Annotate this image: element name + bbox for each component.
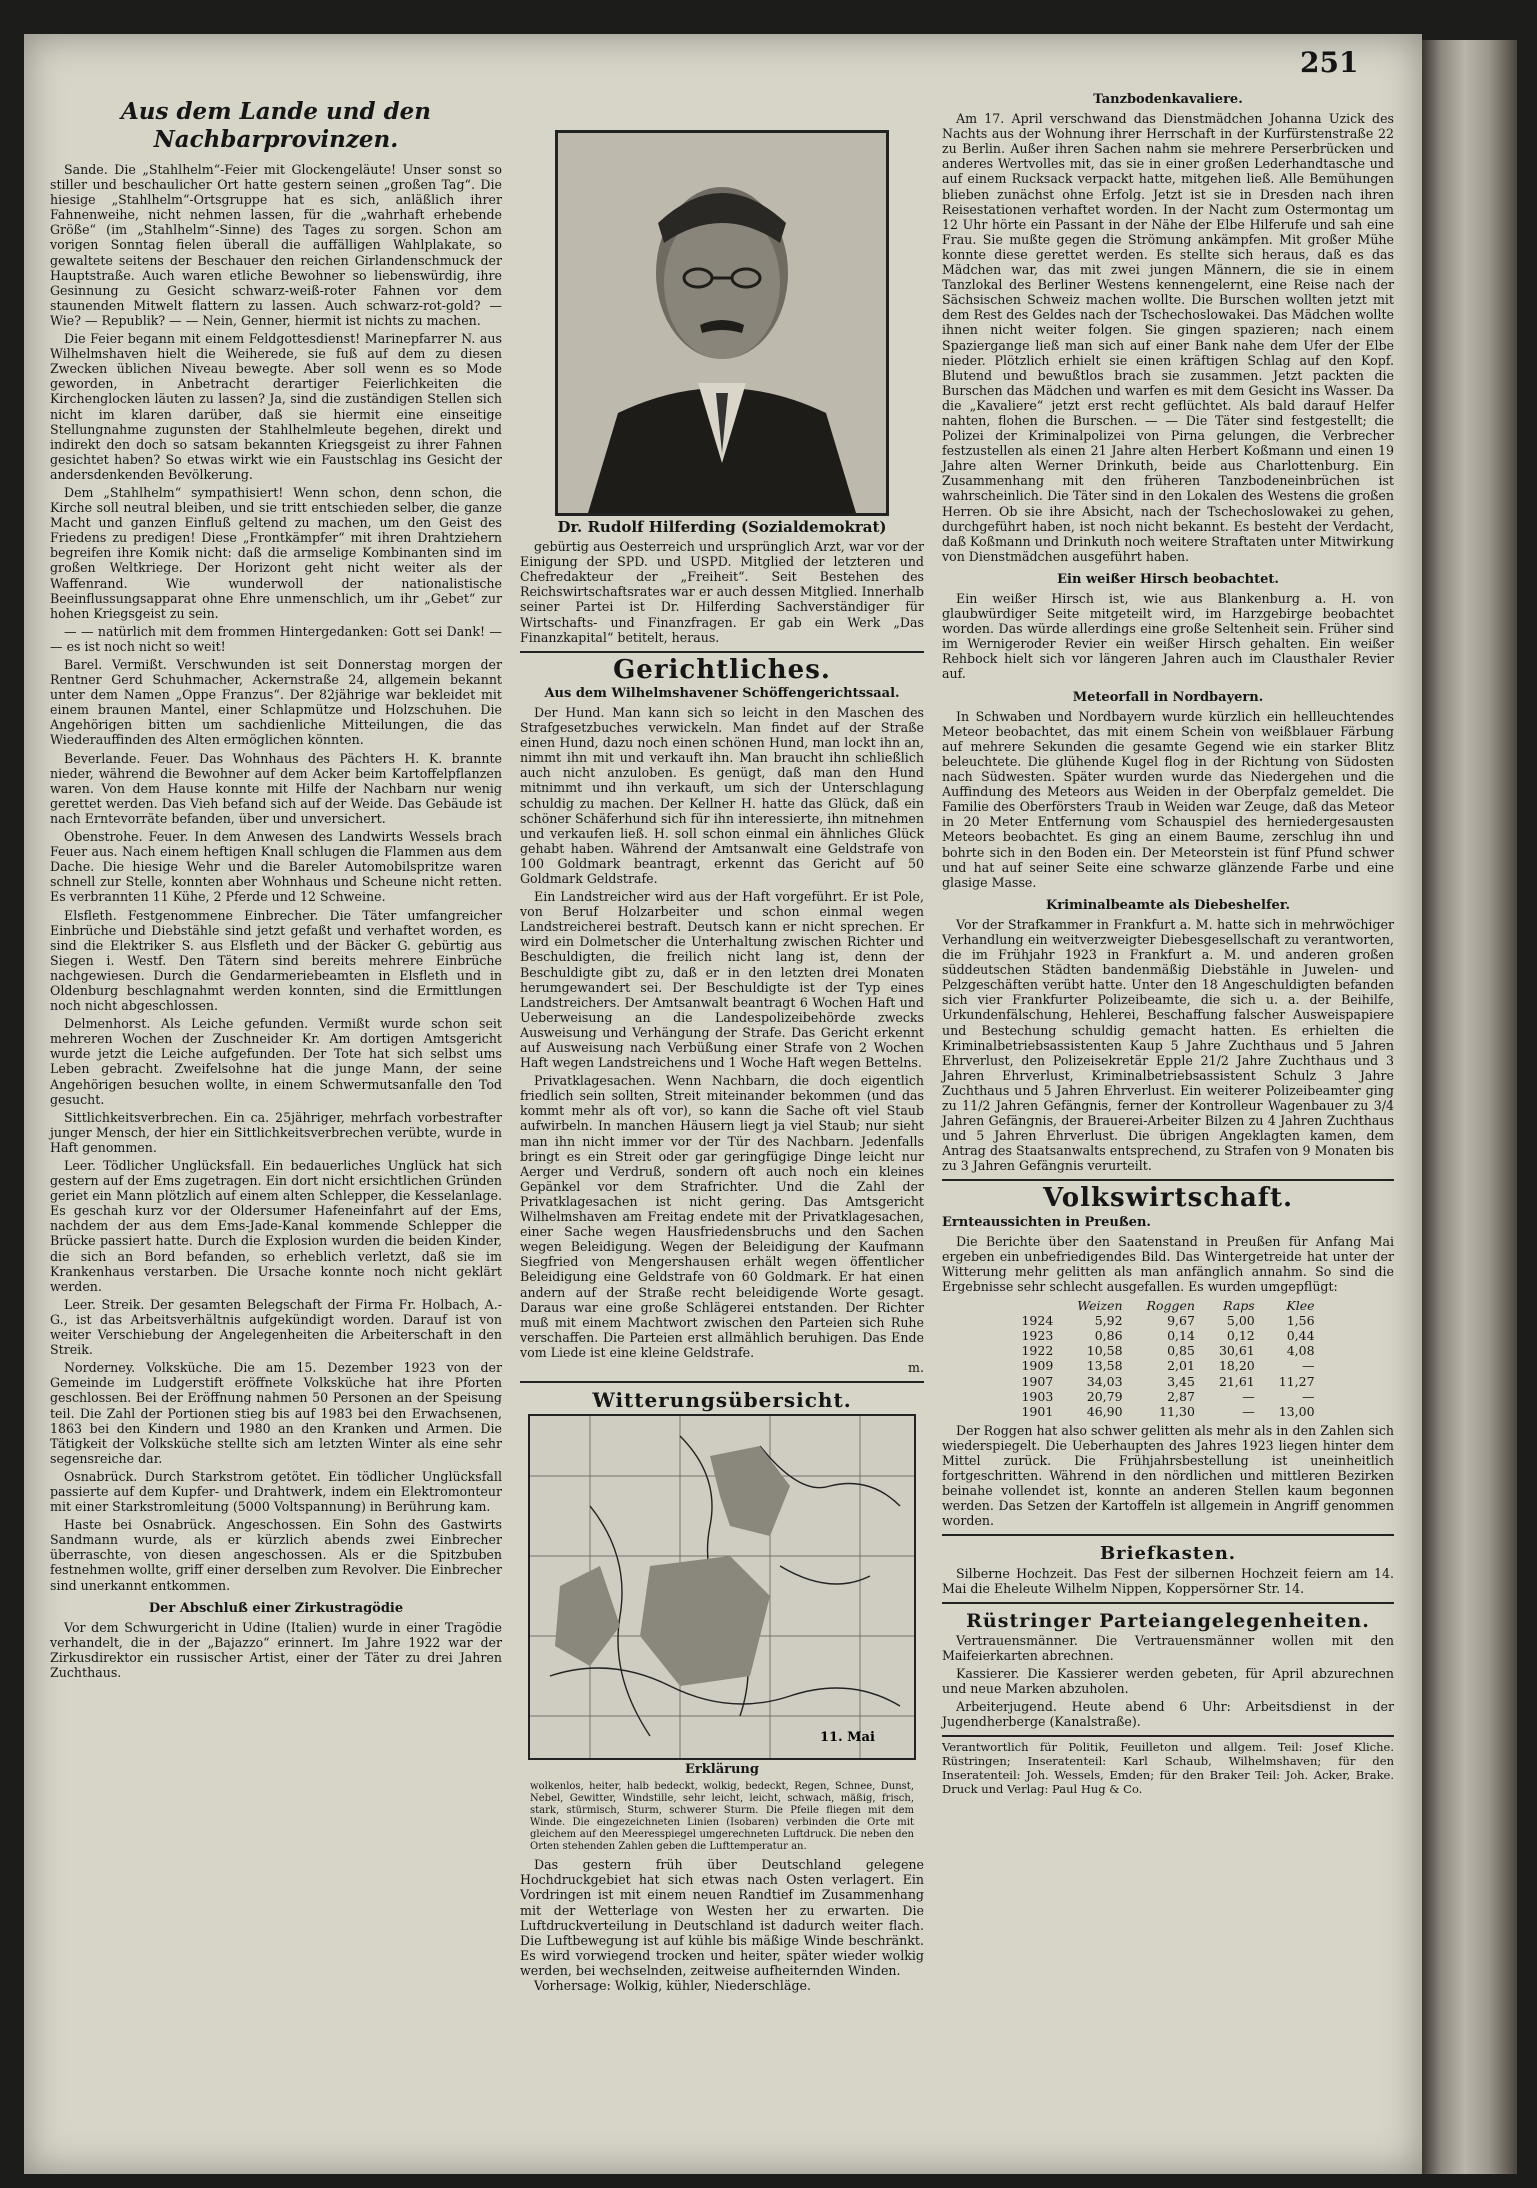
crops-cell: 11,30	[1159, 1403, 1195, 1419]
crops-cell: 10,58	[1086, 1343, 1123, 1359]
crops-header-cell: Klee	[1286, 1298, 1315, 1314]
crops-cell: 30,61	[1218, 1343, 1255, 1359]
news-item: Delmenhorst. Als Leiche gefunden. Vermißt wurde schon seit mehreren Wochen der Zuschneider Kr. Am dortigen Amtsgericht wurde jetzt die Leiche aufgefunden. Der Tote hat sich selbst ums Leben gebracht. Zweifelsohne hat die junge Mann, der seine Angehörigen besuchen wollte, in einem Schwermutsanfalle den Tod gesucht.	[50, 1016, 502, 1107]
portrait-photo	[555, 130, 889, 516]
column-portrait-court-weather	[520, 92, 924, 1993]
court-subheading: Aus dem Wilhelmshavener Schöffengerichtssaal.	[544, 685, 900, 701]
crops-cell: 1922	[1021, 1343, 1054, 1359]
news-item: — — natürlich mit dem frommen Hintergedanken: Gott sei Dank! — — es ist noch nicht so weit!	[50, 623, 502, 654]
weather-map-icon	[530, 1416, 914, 1758]
crops-cell: 34,03	[1086, 1373, 1123, 1389]
weather-map	[528, 1414, 916, 1760]
divider	[942, 1179, 1394, 1181]
letters-heading: Briefkasten.	[1099, 1543, 1237, 1565]
crime-heading: Kriminalbeamte als Diebeshelfer.	[1045, 897, 1290, 913]
crops-table	[1009, 1298, 1326, 1419]
crops-cell: 0,86	[1094, 1328, 1123, 1344]
news-item: Dem „Stahlhelm“ sympathisiert! Wenn schon, denn schon, die Kirche soll neutral bleiben, und sie tritt entschieden selber, die ganze Macht und ganzen Einfluß geltend zu machen, um den Geist des Friedens zu predigen! Diese „Frontkämpfer“ mit ihren Drahtziehern begreifen ihre Komik nicht: daß die armselige Kombinanten sind im großen Weltkriege. Der Horizont geht nicht weiter als der Waffenrand. Wie wunderwoll der nationalistische Beeinflussungsapparat ohne Ehre unmenschlich, um ihr „Gebet“ zur hohen Kriegsgeist zu sein.	[50, 484, 502, 621]
crops-cell: 3,45	[1167, 1373, 1195, 1389]
economy-text-2: Der Roggen hat also schwer gelitten als mehr als in den Zahlen sich wiederspiegelt. Die Ueberhaupten des Jahres 1923 liegen hinter dem Mittel zurück. Die Frühjahrsbestellung ist uneinheitlich fortgeschritten. Während in den nördlichen und mittleren Bezirken beinahe vollendet ist, konnte an anderen Stellen kaum begonnen werden. Das Setzen der Kartoffeln ist allgemein in Angriff genommen worden.	[942, 1422, 1394, 1529]
news-item: Leer. Streik. Der gesamten Belegschaft der Firma Fr. Holbach, A.-G., ist das Arbeitsverhältnis aufgekündigt worden. Darauf ist von weiter Verschiebung der Angelegenheiten die Arbeiterschaft in den Streik.	[50, 1296, 502, 1358]
news-item: Beverlande. Feuer. Das Wohnhaus des Pächters H. K. brannte nieder, während die Bewohner auf dem Acker beim Kartoffelpflanzen waren. Von dem Hause konnte mit Hilfe der Nachbarn nur wenig gerettet werden. Das Vieh befand sich auf der Weide. Das Gebäude ist nach Erntevorräte befanden, über und unversichert.	[50, 750, 502, 826]
crops-header-cell: Roggen	[1146, 1298, 1195, 1314]
divider	[942, 1602, 1394, 1604]
crops-header-cell	[1009, 1298, 1065, 1313]
weather-heading: Witterungsübersicht.	[592, 1388, 852, 1413]
imprint: Verantwortlich für Politik, Feuilleton und allgem. Teil: Josef Kliche. Rüstringen; Inseratenteil: Karl Schaub, Wilhelmshaven; für den Inseratenteil: Joh. Wessels, Emden; für den Braker Teil: Joh. Acker, Brake. Druck und Verlag: Paul Hug & Co.	[942, 1735, 1394, 1796]
economy-text: Die Berichte über den Saatenstand in Preußen für Anfang Mai ergeben ein unbefriedigendes Bild. Das Wintergetreide hat unter der Witterung mehr gelitten als man anfänglich annahm. So sind die Ergebnisse sehr schlecht ausgefallen. Es wurden umgepflügt:	[942, 1233, 1394, 1294]
crops-cell: 0,14	[1167, 1328, 1195, 1344]
crops-row	[1009, 1404, 1326, 1419]
court-item: Privatklagesachen. Wenn Nachbarn, die doch eigentlich friedlich sein sollten, Streit miteinander bekommen (und das kommt mehr als oft vor), so kann die Sache oft viel Staub aufwirbeln. In manchen Häusern liegt ja viel Staub; nur sieht man ihn nicht immer vor der Tür des Nachbarn. Jedenfalls bringt es ein Streit oder gar geringfügige Dinge leicht nur Aerger und Verdruß, sondern oft auch noch ein kleines Gepänkel vor dem Strafrichter. Und die Zahl der Privatklagesachen ist nicht gering. Das Amtsgericht Wilhelmshaven am Freitag endete mit der Privatklagesachen, einer Sache wegen Hausfriedensbruchs und den Sachen wegen Beleidigung. Wegen der Beleidigung der Kaufmann Siegfried von Mengershausen erhält wegen öffentlicher Beleidigung eine Geldstrafe von 60 Goldmark. Er hat einen andern auf der Straße recht beleidigende Worte gesagt. Daraus war eine große Schlägerei entstanden. Der Richter muß mit einem Machtwort zwischen den Parteien sich Ruhe verschaffen. Die Parteien erst allmählich beruhigen. Das Ende vom Liede ist eine kleine Geldstrafe.	[520, 1073, 924, 1360]
court-item: Der Hund. Man kann sich so leicht in den Maschen des Strafgesetzbuches verwickeln. Man findet auf der Straße einen Hund, dazu noch einen schönen Hund, man lockt ihn an, nimmt ihn mit und verkauft ihn. Man braucht ihn schließlich auch nicht anzuloben. Es genügt, daß man den Hund mitnimmt und ihn verkauft, um sich der Unterschlagung schuldig zu machen. Der Kellner H. hatte das Glück, daß ein schöner Schäferhund sich für ihn interessierte, ihn mitnehmen und verkaufen ließ. H. soll schon einmal ein ähnliches Glück gehabt haben. Während der Amtsanwalt eine Geldstrafe von 100 Goldmark beantragt, erkennt das Gericht auf 50 Goldmark Geldstrafe.	[520, 704, 924, 886]
news-item: Haste bei Osnabrück. Angeschossen. Ein Sohn des Gastwirts Sandmann wurde, als er kürzlich abends zwei Einbrecher überraschte, von diesen angeschossen. Als er die Spitzbuben festnehmen wollte, griff einer derselben zum Revolver. Die Einbrecher sind unerkannt entkommen.	[50, 1517, 502, 1593]
crops-cell: —	[1302, 1358, 1315, 1374]
economy-heading: Volkswirtschaft.	[1042, 1183, 1294, 1214]
portrait-bio-text: gebürtig aus Oesterreich und ursprünglich Arzt, war vor der Einigung der SPD. und USPD. Mitglied der letzteren und Chefredakteur der „Freiheit“. Seit Bestehen des Reichswirtschaftsrates war er auch dessen Mitglied. Innerhalb seiner Partei ist Dr. Hilferding Sachverständiger für Wirtschafts- und Finanzfragen. Er gab ein Werk „Das Finanzkapital“ betitelt, heraus.	[520, 539, 924, 645]
crops-cell: 9,67	[1167, 1313, 1195, 1329]
meteor-heading: Meteorfall in Nordbayern.	[1072, 689, 1264, 705]
news-item: Sande. Die „Stahlhelm“-Feier mit Glockengeläute! Unser sonst so stiller und beschaulicher Ort hatte gestern seinen „großen Tag“. Die hiesige „Stahlhelm“-Ortsgruppe hat es sich, anläßlich ihrer Fahnenweihe, nicht nehmen lassen, für die „wahrhaft erhebende Größe“ (im „Stahlhelm“-Sinne) des Tages zu sorgen. Schon am vorigen Sonntag fielen überall die auffälligen Wahlplakate, so gewaltete seitens der Beschauer den reichen Girlandenschmuck der Hauptstraße. Auch waren etliche Bewohner so liebenswürdig, ihre Gesinnung zu Gesicht schwarz-weiß-roter Fahnen vor dem staunenden Mitwelt flattern zu lassen. Auch schwarz-rot-gold? — Wie? — Republik? — — Nein, Genner, hiermit ist nichts zu machen.	[50, 162, 502, 328]
crops-cell: 13,00	[1278, 1403, 1315, 1419]
crops-row	[1009, 1328, 1326, 1343]
crops-cell: 1923	[1021, 1328, 1054, 1344]
dance-heading: Tanzbodenkavaliere.	[1093, 92, 1243, 107]
crops-cell: 4,08	[1286, 1343, 1315, 1359]
map-legend: wolkenlos, heiter, halb bedeckt, wolkig, bedeckt, Regen, Schnee, Dunst, Nebel, Gewitter, Windstille, sehr leicht, leicht, schwach, mäßig, frisch, stark, stürmisch, Sturm, schwerer Sturm. Die Pfeile fliegen mit dem Winde. Die eingezeichneten Linien (Isobaren) verbinden die Orte mit gleichem auf den Meeresspiegel umgerechneten Luftdruck. Die neben den Orten stehenden Zahlen geben die Lufttemperatur an.	[530, 1781, 914, 1853]
crops-cell: —	[1242, 1388, 1255, 1404]
crops-row	[1009, 1374, 1326, 1389]
news-item: Elsfleth. Festgenommene Einbrecher. Die Täter umfangreicher Einbrüche und Diebstähle sind jetzt gefaßt und verhaftet worden, es sind die Elektriker S. aus Elsfleth und der Bäcker G. gebürtig aus Siegen i. Westf. Den Tätern sind bereits mehrere Einbrüche nachgewiesen. Durch die Gendarmeriebeamten in Elsfleth und in Oldenburg beschlagnahmt werden konnten, sind die Ermittlungen noch nicht abgeschlossen.	[50, 907, 502, 1014]
crops-cell: 1907	[1021, 1373, 1054, 1389]
party-item: Vertrauensmänner. Die Vertrauensmänner wollen mit den Maifeierkarten abrechnen.	[942, 1632, 1394, 1663]
meteor-text: In Schwaben und Nordbayern wurde kürzlich ein hellleuchtendes Meteor beobachtet, das mit einem Schein von weißblauer Färbung auf mehrere Sekunden die gesamte Gegend wie ein starker Blitz beleuchtete. Die glühende Kugel flog in der Richtung von Südosten nach Südwesten. Später wurden wurde das Niedergehen und die Auffindung des Meteors aus Weiden in der Oberpfalz gemeldet. Die Familie des Oberförsters Traub in Weiden war Zeuge, daß das Meteor in 20 Meter Entfernung vom Schauspiel des herniedergesausten Meteors beobachtet. Es ging an einem Baume, zerschlug ihn und bohrte sich in den Boden ein. Der Meteorstein ist fünf Pfund schwer und hat auf seiner Seite eine schwarze glänzende Farbe und eine glasige Masse.	[942, 708, 1394, 890]
crops-row	[1009, 1358, 1326, 1373]
portrait-figure-icon	[558, 133, 886, 513]
stag-text: Ein weißer Hirsch ist, wie aus Blankenburg a. H. von glaubwürdiger Seite mitgeteilt wird, im Harzgebirge beobachtet worden. Das würde allerdings eine große Seltenheit sein. Früher sind im Wernigeroder Revier ein weißer Hirsch gehalten. Ein weißer Rehbock hielt sich vor längeren Jahren auch im Clausthaler Revier auf.	[942, 591, 1394, 682]
crops-header-cell: Weizen	[1077, 1298, 1123, 1314]
crops-cell: 2,87	[1167, 1388, 1195, 1404]
party-items	[942, 1633, 1394, 1730]
news-item: Obenstrohe. Feuer. In dem Anwesen des Landwirts Wessels brach Feuer aus. Nach einem heftigen Knall schlugen die Flammen aus dem Dache. Die hiesige Wehr und die Bareler Automobilspritze waren schnell zur Stelle, konnten aber Wohnhaus und Scheune nicht retten. Es verbrannten 11 Kühe, 2 Pferde und 12 Schweine.	[50, 829, 502, 905]
portrait-caption: Dr. Rudolf Hilferding (Sozialdemokrat)	[557, 518, 887, 536]
crops-cell: 21,61	[1218, 1373, 1255, 1389]
news-item: Leer. Tödlicher Unglücksfall. Ein bedauerliches Unglück hat sich gestern auf der Ems zugetragen. Ein dort nicht ersichtlichen Gründen geriet ein Mann plötzlich auf einem alten Schlepper, die Kesselanlage. Es geschah kurz vor der Oldersumer Hafeneinfahrt auf der Ems, nachdem der aus dem Ems-Jade-Kanal kommende Schlepper die Brücke passiert hatte. Durch die Explosion wurden die beiden Kinder, die sich an Bord befanden, so erheblich verletzt, daß sie im Krankenhaus verstarben. Die Ursache konnte noch nicht geklärt werden.	[50, 1158, 502, 1294]
crops-row	[1009, 1389, 1326, 1404]
map-date-label: 11. Mai	[820, 1730, 875, 1746]
crops-cell: 0,44	[1286, 1328, 1315, 1344]
court-signature: m.	[908, 1359, 924, 1375]
dance-item: Am 17. April verschwand das Dienstmädchen Johanna Uzick des Nachts aus der Wohnung ihrer Herrschaft in der Kurfürstenstraße 22 zu Berlin. Außer ihren Sachen nahm sie mehrere Perserbrücken und anderes Wertvolles mit, das sie in einer großen Lederhandtasche und auf einem Rucksack verpackt hatte, mitgehen ließ. Alle Bemühungen blieben zunächst ohne Erfolg. Jetzt ist sie in Dresden nach ihren Reisestationen verhaftet worden. In der Nacht zum Ostermontag um 12 Uhr hörte ein Passant in der Nähe der Elbe Hilferufe und sah eine Frau. Sie mußte gegen die Strömung ankämpfen. Mit großer Mühe konnte diese gerettet werden. Es stellte sich heraus, daß es das Mädchen war, das mit zwei jungen Männern, die sie in einem Tanzlokal des Berliner Westens kennengelernt, eine Reise nach der Sächsischen Schweiz machen wollte. Die Burschen wollten jetzt mit dem Rest des Geldes nach der Tschechoslowakei. Das Mädchen wollte ihnen nicht weiter folgen. Sie gingen spazieren; nach einem Spaziergange ließ man sich auf einer Bank nahe dem Ufer der Elbe nieder. Plötzlich erhielt sie einen kräftigen Schlag auf den Kopf. Blutend und bewußtlos brach sie zusammen. Jetzt packten die Burschen das Mädchen und warfen es mit dem Gesicht ins Wasser. Da die „Kavaliere“ jetzt erst recht geflüchtet. Als bald darauf Helfer nahten, flohen die Burschen. — — Die Täter sind festgestellt; die Polizei der Kriminalpolizei von Pirna gelungen, die Verbrecher festzustellen als einen 21 Jahre alten Herbert Koßmann und einen 19 Jahre alten Werner Drinkuth, beide aus Charlottenburg. Ein Zusammenhang mit den früheren Tanzbodeneinbrüchen ist wahrscheinlich. Die Täter sind in den Lokalen des Westens die großen Herren. Ob sie ihre Absicht, nach der Tschechoslowakei zu gehen, durchgeführt haben, ist noch nicht bekannt. Es besteht der Verdacht, daß Koßmann und Drinkuth noch weitere Straftaten unter Mitwirkung von Dienstmädchen ausgeführt haben.	[942, 111, 1394, 564]
party-heading: Rüstringer Parteiangelegenheiten.	[966, 1609, 1370, 1632]
crops-row	[1009, 1313, 1326, 1328]
section-heading-regional: Aus dem Lande und den Nachbarprovinzen.	[120, 98, 432, 153]
weather-forecast: Vorhersage: Wolkig, kühler, Niederschläge.	[534, 1978, 811, 1993]
letters-text: Silberne Hochzeit. Das Fest der silbernen Hochzeit feiern am 14. Mai die Eheleute Wilhelm Nippen, Koppersörner Str. 14.	[942, 1565, 1394, 1596]
crops-row	[1009, 1343, 1326, 1358]
crops-cell: 11,27	[1278, 1373, 1315, 1389]
party-item: Kassierer. Die Kassierer werden gebeten, für April abzurechnen und neue Marken abzuholen.	[942, 1666, 1394, 1697]
dance-items	[942, 111, 1394, 564]
crops-cell: —	[1302, 1388, 1315, 1404]
map-legend-title: Erklärung	[685, 1762, 759, 1778]
crops-cell: —	[1242, 1403, 1255, 1419]
crops-cell: 5,92	[1094, 1313, 1123, 1329]
divider	[520, 651, 924, 653]
court-item: Ein Landstreicher wird aus der Haft vorgeführt. Er ist Pole, von Beruf Holzarbeiter und schon einmal wegen Landstreicherei bestraft. Deutsch kann er nicht sprechen. Er wird ein Dolmetscher die Unterhaltung zwischen Richter und Beschuldigten, die freilich nicht lang ist, denn der Beschuldigte gibt zu, daß er in den letzten drei Monaten herumgewandert sei. Der Beschuldigte ist der Typ eines Landstreichers. Der Amtsanwalt beantragt 6 Wochen Haft und Ueberweisung an die Landespolizeibehörde zwecks Ausweisung und Verhängung der Strafe. Das Gericht erkennt auf Ausweisung nach Verbüßung einer Strafe von 2 Wochen Haft wegen Landstreichens und 1 Woche Haft wegen Bettelns.	[520, 889, 924, 1071]
court-items	[520, 705, 924, 1360]
column-misc-economy	[942, 92, 1394, 1796]
crops-cell: 2,01	[1167, 1358, 1195, 1374]
crops-cell: 1924	[1021, 1313, 1054, 1329]
regional-news-items	[50, 162, 502, 1593]
news-item: Sittlichkeitsverbrechen. Ein ca. 25jähriger, mehrfach vorbestrafter junger Mensch, der hier ein Sittlichkeitsverbrechen verübte, wurde in Haft genommen.	[50, 1109, 502, 1155]
page-number: 251	[1300, 46, 1359, 79]
economy-subheading: Ernteaussichten in Preußen.	[942, 1214, 1151, 1230]
crops-cell: 1,56	[1286, 1313, 1315, 1329]
crops-cell: 13,58	[1086, 1358, 1123, 1374]
divider	[520, 1381, 924, 1383]
weather-report-text: Das gestern früh über Deutschland gelegene Hochdruckgebiet hat sich etwas nach Osten verlagert. Ein Vordringen ist mit einem neuen Randtief im Zusammenhang mit der Wetterlage von Westen her zu erwarten. Die Luftdruckverteilung in Deutschland ist dadurch weiter flach. Die Luftbewegung ist auf kühle bis mäßige Winde beschränkt. Es wird vorwiegend trocken und heiter, später wieder wolkig werden, bei wechselnden, zeitweise aufheiternden Winden.	[520, 1857, 924, 1978]
crops-cell: 18,20	[1218, 1358, 1255, 1374]
crops-cell: 5,00	[1226, 1313, 1255, 1329]
crops-cell: 20,79	[1086, 1388, 1123, 1404]
crops-cell: 46,90	[1086, 1403, 1123, 1419]
crops-cell: 1901	[1021, 1403, 1054, 1419]
circus-tragedy-text: Vor dem Schwurgericht in Udine (Italien) wurde in einer Tragödie verhandelt, die in der „Bajazzo“ erinnert. Im Jahre 1922 war der Zirkusdirektor ein russischer Artist, einer der Täter zu drei Jahren Zuchthaus.	[50, 1619, 502, 1680]
crops-cell: 1903	[1021, 1388, 1054, 1404]
crime-text: Vor der Strafkammer in Frankfurt a. M. hatte sich in mehrwöchiger Verhandlung ein weitverzweigter Diebesgesellschaft zu verantworten, die im Frühjahr 1923 in Frankfurt a. M. und anderen großen süddeutschen Städten bandenmäßig Diebstähle in Juwelen- und Pelzgeschäften verübt hatte. Unter den 18 Angeschuldigten befanden sich vier Frankfurter Polizeibeamte, die sich u. a. der Beihilfe, Urkundenfälschung, Hehlerei, Beschaffung falscher Ausweispapiere und Bestechung schuldig gemacht hatten. Es erhielten die Kriminalbetriebsassistenten Kaup 5 Jahre Zuchthaus und 5 Jahren Ehrverlust, den Polizeisekretär Epple 21/2 Jahre Zuchthaus und 3 Jahren Ehrverlust, Kriminalbetriebsassistent Schulz 3 Jahre Zuchthaus und 5 Jahren Ehrverlust. Ein weiterer Polizeibeamter ging zu 11/2 Jahren Gefängnis, ferner der Kontrolleur Wagenbauer zu 3/4 Jahren Gefängnis, der Brauerei-Arbeiter Bilzen zu 4 Jahren Zuchthaus und 5 Jahren Ehrverlust. Die übrigen Angeklagten kamen, dem Antrag des Staatsanwalts entsprechend, zu Strafen von 9 Monaten bis zu 3 Jahren Gefängnis verurteilt.	[942, 916, 1394, 1174]
stag-heading: Ein weißer Hirsch beobachtet.	[1057, 571, 1279, 587]
crops-header-cell: Raps	[1223, 1298, 1255, 1314]
crops-cell: 1909	[1021, 1358, 1054, 1374]
news-item: Die Feier begann mit einem Feldgottesdienst! Marinepfarrer N. aus Wilhelmshaven hielt die Weiherede, sie fuß auf dem zu diesen Zwecken üblichen Niveau bewegte. Aber soll wenn es so Mode geworden, in Anbetracht derartiger Feierlichkeiten die Kirchenglocken läuten zu lassen? Ja, sind die zuständigen Stellen sich nicht im klaren darüber, daß sie hiermit eine einseitige Stellungnahme zugunsten der Stahlhelmleute begehen, direkt und indirekt den doch so satsam bekannten Kriegsgeist zu ihrer Fahnen gesichtet haben? So etwas wirkt wie ein Faustschlag ins Gesicht der andersdenkenden Bevölkerung.	[50, 331, 502, 482]
crops-header-row	[1009, 1298, 1326, 1313]
court-section-heading: Gerichtliches.	[613, 654, 831, 685]
news-item: Norderney. Volksküche. Die am 15. Dezember 1923 von der Gemeinde im Ludgerstift eröffnete Volksküche hat ihre Pforten geschlossen. Bei der Eröffnung nahmen 50 Personen an der Speisung teil. Die Zahl der Portionen stieg bis auf 1983 bei den Erwachsenen, 1863 bei den Kindern und 1980 an den Kranken und Armen. Die Tätigkeit der Volksküche stellte sich am letzten Winter als eine sehr segensreiche dar.	[50, 1360, 502, 1466]
news-item: Osnabrück. Durch Starkstrom getötet. Ein tödlicher Unglücksfall passierte auf dem Kupfer- und Drahtwerk, indem ein Elektromonteur mit einer Starkstromleitung (5000 Voltspannung) in Berührung kam.	[50, 1468, 502, 1515]
book-spine	[1422, 40, 1517, 2174]
news-item: Barel. Vermißt. Verschwunden ist seit Donnerstag morgen der Rentner Gerd Schuhmacher, Ackernstraße 24, allgemein bekannt unter dem Namen „Oppe Franzus“. Der 82jährige war bekleidet mit einem braunen Mantel, einer Schlapmütze und Holzschuhen. Die Angehörigen bitten um sachdienliche Mitteilungen, die das Wiederauffinden des Alten ermöglichen könnten.	[50, 657, 502, 748]
crops-cell: 0,12	[1226, 1328, 1255, 1344]
column-regional-news	[50, 92, 502, 1680]
divider	[942, 1534, 1394, 1536]
party-item: Arbeiterjugend. Heute abend 6 Uhr: Arbeitsdienst in der Jugendherberge (Kanalstraße).	[942, 1699, 1394, 1730]
circus-tragedy-heading: Der Abschluß einer Zirkustragödie	[148, 1600, 404, 1616]
crops-cell: 0,85	[1167, 1343, 1195, 1359]
